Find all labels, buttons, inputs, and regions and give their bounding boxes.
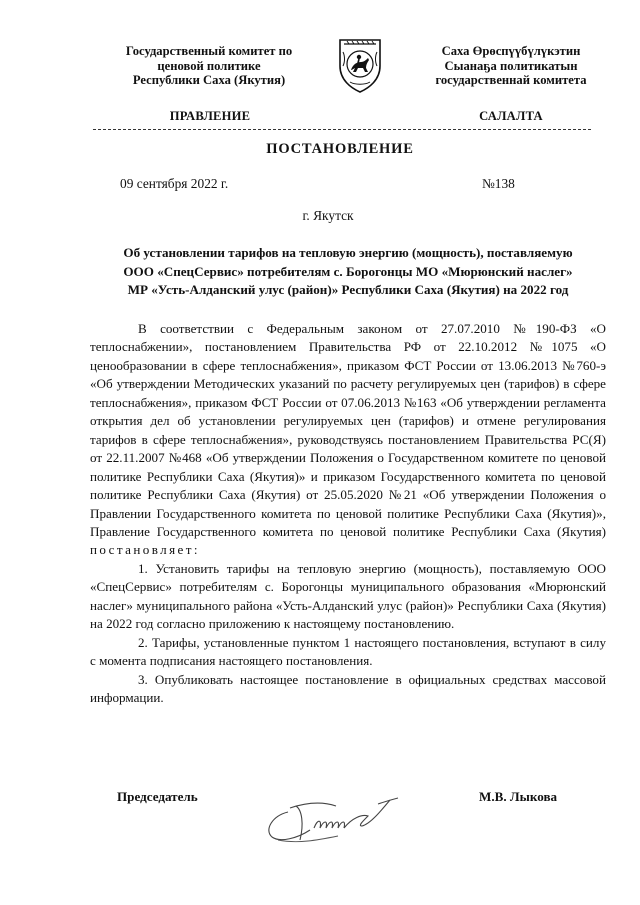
decree-word: постановляет:: [90, 542, 200, 558]
document-subject: [90, 244, 606, 300]
board-label-yakut: САЛАЛТА: [479, 109, 543, 123]
preamble-text: В соответствии с Федеральным законом от 27.07.2010 №190-ФЗ «О теплоснабжении», постановлением Правительства РФ от 22.10.2012 №1075 «О ценообразовании в сфере теплоснабжения», приказом ФСТ России от 13.06.2013 №760-э «Об утверждении Методических указаний по расчету регулируемых цен (тарифов) в сфере теплоснабжения», приказом ФСТ России от 07.06.2013 №163 «Об утверждении регламента открытия дел об установлении регулируемых цен (тарифов) и отмене регулирования тарифов в сфере теплоснабжения», руководствуясь постановлением Правительства РС(Я) от 22.11.2007 №468 «Об утверждении Положения о Государственном комитете по ценовой политике Республики Саха (Якутия)» и приказом Государственного комитета по ценовой политике Республики Саха (Якутия) от 25.05.2020 №21 «Об утверждении Положения о Правлении Государственного комитета по ценовой политике Республики Саха (Якутия)», Правление Государственного комитета по ценовой политике Республики Саха (Якутия): [90, 321, 606, 539]
document-city: г. Якутск: [302, 208, 354, 223]
preamble-paragraph: [90, 320, 606, 560]
document-number: №138: [482, 176, 515, 191]
subject-line: МР «Усть-Алданский улус (район)» Республики Саха (Якутия) на 2022 год: [127, 282, 569, 298]
decree-item: 2. Тарифы, установленные пунктом 1 настоящего постановления, вступают в силу с момента подписания настоящего постановления.: [90, 634, 606, 669]
decree-item: 3. Опубликовать настоящее постановление в официальных средствах массовой информации.: [90, 671, 606, 706]
subject-line: ООО «СпецСервис» потребителям с. Борогонцы МО «Мюрюнский наслег»: [123, 263, 573, 279]
org-name-line: Сыанаҕа политикатын: [444, 58, 578, 73]
org-name-line: Государственный комитет по: [125, 44, 293, 58]
board-label-russian: ПРАВЛЕНИЕ: [169, 109, 251, 123]
org-name-line: Саха Өрөспүүбүлүкэтин: [441, 44, 581, 58]
document-type-title: ПОСТАНОВЛЕНИЕ: [266, 141, 414, 157]
decree-item: 1. Установить тарифы на тепловую энергию (мощность), поставляемую ООО «СпецСервис» потребителям с. Борогонцы муниципального образования «Мюрюнский наслег» муниципального района «Усть-Алданский улус (район)» Республики Саха (Якутия) на 2022 год согласно приложению к настоящему постановлению.: [90, 560, 606, 632]
org-name-line: ценовой политике: [157, 58, 261, 73]
document-date: 09 сентября 2022 г.: [120, 176, 229, 191]
document-body: [90, 320, 606, 708]
coat-of-arms-emblem-icon: [335, 36, 385, 94]
org-name-line: государственнай комитета: [435, 73, 587, 88]
org-name-yakut: [396, 44, 626, 88]
handwritten-signature-icon: [258, 790, 418, 850]
subject-line: Об установлении тарифов на тепловую энергию (мощность), поставляемую: [123, 245, 573, 260]
org-name-line: Республики Саха (Якутия): [132, 73, 286, 88]
signer-title: Председатель: [117, 789, 198, 804]
org-name-russian: [100, 44, 318, 88]
header-divider: [93, 129, 591, 130]
signer-name: М.В. Лыкова: [479, 789, 558, 804]
